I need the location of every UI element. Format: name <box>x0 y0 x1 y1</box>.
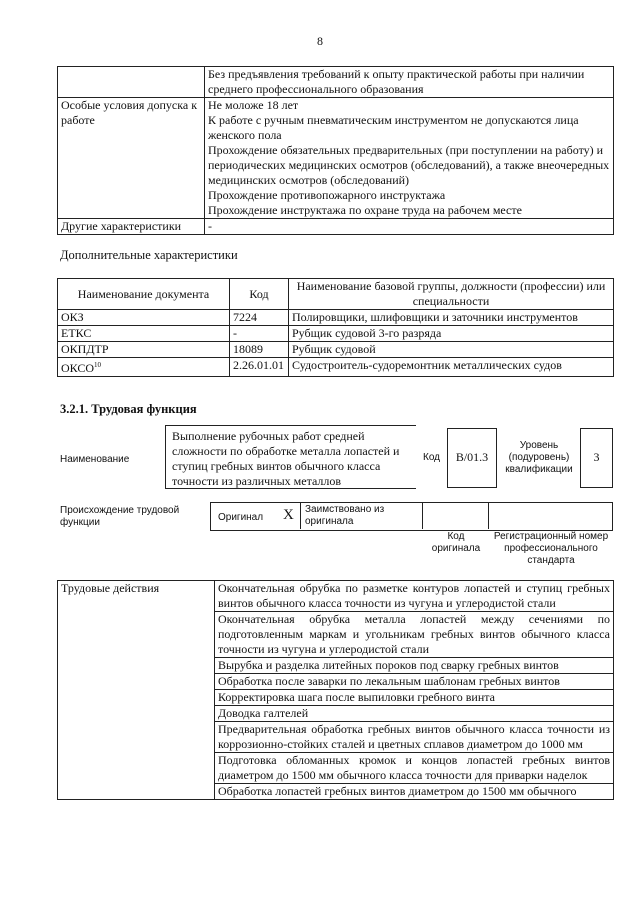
page-number: 8 <box>317 34 323 48</box>
code-original-label: Код оригинала <box>431 531 481 554</box>
condition-item: Прохождение обязательных предварительных (при поступлении на работу) и периодических медицинских осмотров (обследований), а также внеочередных медицинских осмотров (обследований) <box>208 143 610 187</box>
header-code: Код <box>230 279 289 310</box>
level-value-box <box>580 428 613 488</box>
name-okso: Судостроитель-судоремонтник металлических судов <box>289 358 614 377</box>
doc-etks: ЕТКС <box>58 326 230 342</box>
empty-label-cell <box>58 67 205 98</box>
divider <box>300 502 301 529</box>
action-item: Корректировка шага после выпиловки гребного винта <box>215 690 614 706</box>
action-item: Обработка лопастей гребных винтов диаметром до 1500 мм обычного <box>215 784 614 800</box>
condition-item: Прохождение инструктажа по охране труда на рабочем месте <box>208 203 522 217</box>
borrowed-label: Заимствовано из оригинала <box>305 504 385 527</box>
action-item: Обработка после заварки по лекальным шаблонам гребных винтов <box>215 674 614 690</box>
name-etks: Рубщик судовой 3-го разряда <box>289 326 614 342</box>
code-okpdtr: 18089 <box>230 342 289 358</box>
level-label: Уровень (подуровень) квалификации <box>505 440 573 475</box>
reg-number-label: Регистрационный номер профессионального стандарта <box>493 531 609 566</box>
special-conditions-label: Особые условия допуска к работе <box>58 98 205 219</box>
footnote-ref: 10 <box>94 361 102 369</box>
function-name-text: Выполнение рубочных работ средней сложности по обработке металла лопастей и ступиц гребных винтов обычного класса точности из различных металлов <box>172 429 400 488</box>
code-etks: - <box>230 326 289 342</box>
function-name-box <box>165 425 416 489</box>
header-doc-name: Наименование документа <box>58 279 230 310</box>
actions-table <box>57 580 614 800</box>
condition-item: К работе с ручным пневматическим инструментом не допускаются лица женского пола <box>208 113 579 142</box>
action-item: Подготовка обломанных кромок и концов лопастей гребных винтов диаметром до 1500 мм обычного класса точности для приварки наделок <box>215 753 614 784</box>
action-item: Предварительная обработка гребных винтов обычного класса точности из коррозионно-стойких сталей и цветных сплавов диаметром до 1000 мм <box>215 722 614 753</box>
action-item: Окончательная обрубка металла лопастей между сечениями по подготовленным маркам и угольникам гребных винтов обычного класса точности из чугуна и углеродистой стали <box>215 612 614 658</box>
code-value: B/01.3 <box>455 450 489 464</box>
other-characteristics-label: Другие характеристики <box>58 219 205 235</box>
level-value: 3 <box>593 450 600 464</box>
conditions-table <box>57 66 614 235</box>
code-value-box <box>447 428 497 488</box>
code-label: Код <box>423 452 441 463</box>
name-okz: Полировщики, шлифовщики и заточники инструментов <box>289 310 614 326</box>
experience-text: Без предъявления требований к опыту практической работы при наличии среднего профессионального образования <box>205 67 614 98</box>
divider <box>488 502 489 529</box>
name-label: Наименование <box>60 454 130 465</box>
condition-item: Прохождение противопожарного инструктажа <box>208 188 446 202</box>
divider <box>422 502 423 529</box>
action-item: Доводка галтелей <box>215 706 614 722</box>
code-okz: 7224 <box>230 310 289 326</box>
function-heading: 3.2.1. Трудовая функция <box>60 402 197 416</box>
doc-okz: ОКЗ <box>58 310 230 326</box>
original-mark: X <box>283 507 294 523</box>
origin-label: Происхождение трудовой функции <box>60 505 180 528</box>
doc-okpdtr: ОКПДТР <box>58 342 230 358</box>
original-label: Оригинал <box>218 512 264 523</box>
actions-label: Трудовые действия <box>58 581 215 800</box>
action-item: Окончательная обрубка по разметке контуров лопастей и ступиц гребных винтов обычного класса точности из чугуна и углеродистой стали <box>215 581 614 612</box>
name-okpdtr: Рубщик судовой <box>289 342 614 358</box>
other-characteristics-value: - <box>205 219 614 235</box>
special-conditions-values <box>205 98 614 219</box>
condition-item: Не моложе 18 лет <box>208 98 299 112</box>
header-group-name: Наименование базовой группы, должности (профессии) или специальности <box>289 279 614 310</box>
action-item: Вырубка и разделка литейных пороков под сварку гребных винтов <box>215 658 614 674</box>
code-okso: 2.26.01.01 <box>230 358 289 377</box>
additional-table <box>57 278 614 377</box>
doc-okso: ОКСО$^{10}$ <box>58 358 230 377</box>
additional-title: Дополнительные характеристики <box>60 248 238 262</box>
